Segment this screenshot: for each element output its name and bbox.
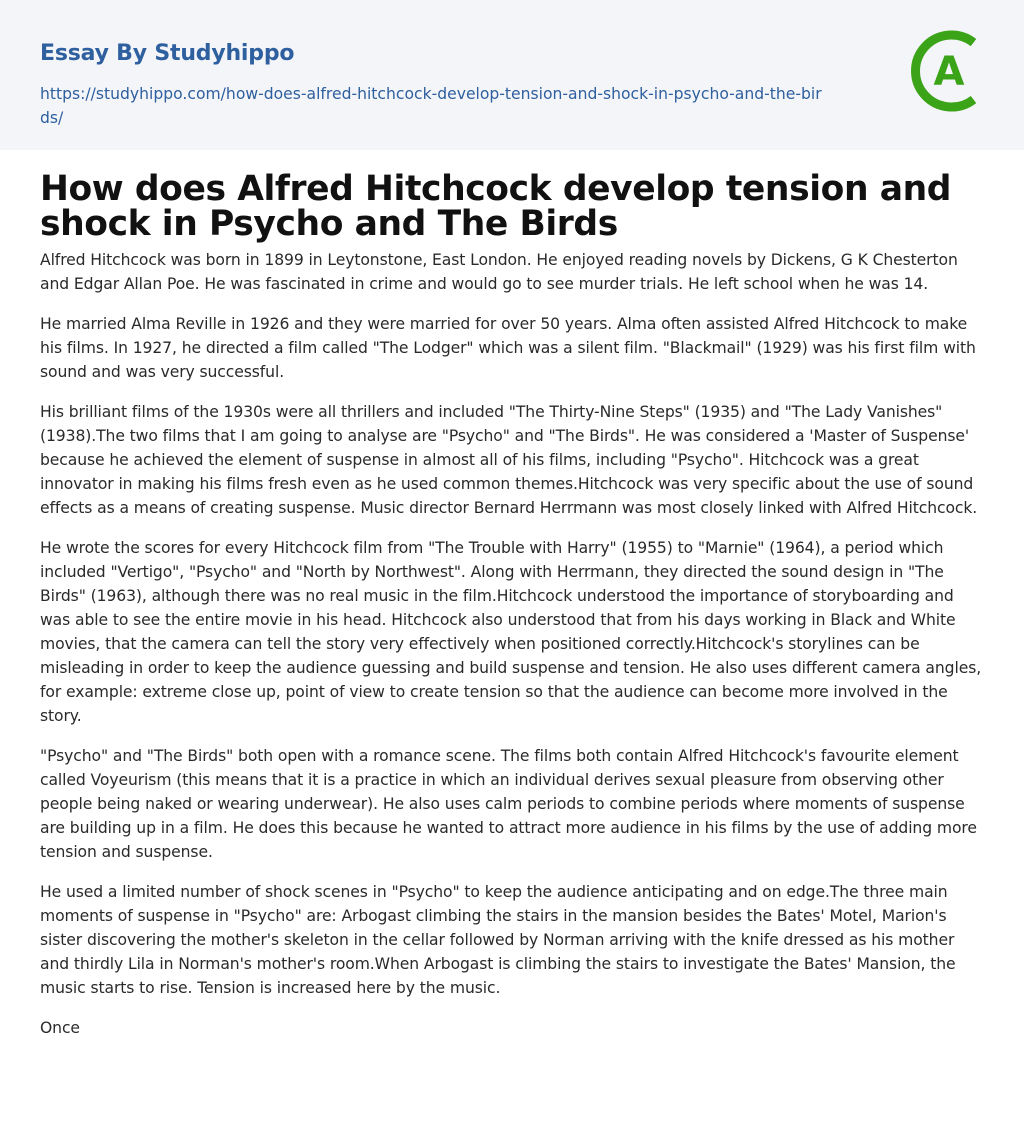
essay-paragraph: He used a limited number of shock scenes in "Psycho" to keep the audience anticipating and on edge.The three main moments of suspense in "Psycho" are: Arbogast climbing the stairs in the mansion besides the Bates' Motel, Marion's sister discovering the mother's skeleton in the cellar followed by Norman arriving with the knife dressed as his mother and thirdly Lila in Norman's mother's room.When Arbogast is climbing the stairs to investigate the Bates' Mansion, the music starts to rise. Tension is increased here by the music. — [40, 883, 956, 997]
site-brand: Essay By Studyhippo — [40, 41, 295, 66]
essay-paragraph: Once — [40, 1019, 80, 1037]
site-header — [0, 0, 1024, 150]
essay-content — [0, 169, 1024, 1040]
essay-paragraph: His brilliant films of the 1930s were all thrillers and included "The Thirty-Nine Steps" (1935) and "The Lady Vanishes" (1938).The two films that I am going to analyse are "Psycho" and "The Birds". He was considered a 'Master of Suspense' because he achieved the element of suspense in almost all of his films, including "Psycho". Hitchcock was a great innovator in making his films fresh even as he used common themes.Hitchcock was very specific about the use of sound effects as a means of creating suspense. Music director Bernard Herrmann was most closely linked with Alfred Hitchcock. — [40, 403, 978, 517]
studyhippo-logo-icon[interactable] — [906, 28, 992, 114]
logo-letter: A — [933, 49, 965, 95]
essay-title: How does Alfred Hitchcock develop tension and shock in Psycho and The Birds — [40, 169, 952, 244]
essay-paragraph: He married Alma Reville in 1926 and they were married for over 50 years. Alma often assisted Alfred Hitchcock to make his films. In 1927, he directed a film called "The Lodger" which was a silent film. "Blackmail" (1929) was his first film with sound and was very successful. — [40, 315, 976, 381]
essay-paragraph: "Psycho" and "The Birds" both open with a romance scene. The films both contain Alfred Hitchcock's favourite element called Voyeurism (this means that it is a practice in which an individual derives sexual pleasure from observing other people being naked or wearing underwear). He also uses calm periods to combine periods where moments of suspense are building up in a film. He does this because he wanted to attract more audience in his films by the use of adding more tension and suspense. — [40, 747, 977, 861]
essay-url-link[interactable]: https://studyhippo.com/how-does-alfred-hitchcock-develop-tension-and-shock-in-psycho-and-the-birds/ — [40, 85, 822, 127]
essay-paragraph: Alfred Hitchcock was born in 1899 in Leytonstone, East London. He enjoyed reading novels by Dickens, G K Chesterton and Edgar Allan Poe. He was fascinated in crime and would go to see murder trials. He left school when he was 14. — [40, 251, 958, 293]
essay-paragraph: He wrote the scores for every Hitchcock film from "The Trouble with Harry" (1955) to "Marnie" (1964), a period which included "Vertigo", "Psycho" and "North by Northwest". Along with Herrmann, they directed the sound design in "The Birds" (1963), although there was no real music in the film.Hitchcock understood the importance of storyboarding and was able to see the entire movie in his head. Hitchcock also understood that from his days working in Black and White movies, that the camera can tell the story very effectively when positioned correctly.Hitchcock's storylines can be misleading in order to keep the audience guessing and build suspense and tension. He also uses different camera angles, for example: extreme close up, point of view to create tension so that the audience can become more involved in the story. — [40, 539, 982, 725]
